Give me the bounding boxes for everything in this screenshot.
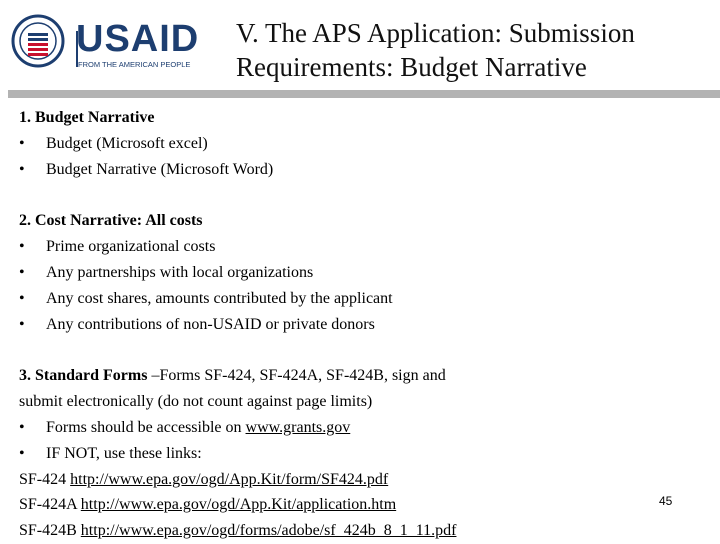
form-label: SF-424B [19,522,81,540]
title-line-1: V. The APS Application: Submission [236,18,635,48]
list-item: • Budget Narrative (Microsoft Word) [19,157,659,183]
grants-gov-link[interactable]: www.grants.gov [245,418,351,436]
list-item: • Budget (Microsoft excel) [19,131,659,157]
bullet: • [19,418,25,436]
section3-heading: 3. Standard Forms –Forms SF-424, SF-424A, SF-424B, sign and [19,367,446,385]
bullet: • [19,160,25,178]
page-title [236,16,706,84]
bullet: • [19,238,25,256]
list-item: • Any partnerships with local organizations [19,260,659,286]
bullet: • [19,134,25,152]
list-item: • Forms should be accessible on www.grants.gov [19,415,659,441]
form-label: SF-424A [19,496,81,514]
bullet: • [19,263,25,281]
form-link-row [19,467,659,493]
section3-text: submit electronically (do not count against page limits) [19,393,373,411]
header-divider [8,90,720,98]
sf424-link[interactable]: http://www.epa.gov/ogd/App.Kit/form/SF424.pdf [70,470,389,488]
page-number: 45 [659,494,673,508]
sf424b-link[interactable]: http://www.epa.gov/ogd/forms/adobe/sf_424b_8_1_11.pdf [80,522,457,540]
bullet: • [19,289,25,307]
usaid-logo [10,10,210,74]
form-link-row [19,492,659,518]
list-item: • Prime organizational costs [19,234,659,260]
list-item: • Any cost shares, amounts contributed by the applicant [19,286,659,312]
slide-body [19,105,659,544]
bullet: • [19,444,25,462]
usaid-tagline: FROM THE AMERICAN PEOPLE [78,60,191,69]
list-item: • IF NOT, use these links: [19,441,659,467]
form-link-row [19,518,659,544]
list-item: • Any contributions of non-USAID or private donors [19,312,659,338]
section1-heading: 1. Budget Narrative [19,109,155,126]
form-label: SF-424 [19,470,71,488]
usaid-wordmark: USAID [76,18,200,60]
title-line-2: Requirements: Budget Narrative [236,52,587,82]
sf424a-link[interactable]: http://www.epa.gov/ogd/App.Kit/application.htm [80,496,397,514]
section2-heading: 2. Cost Narrative: All costs [19,212,203,230]
bullet: • [19,315,25,333]
